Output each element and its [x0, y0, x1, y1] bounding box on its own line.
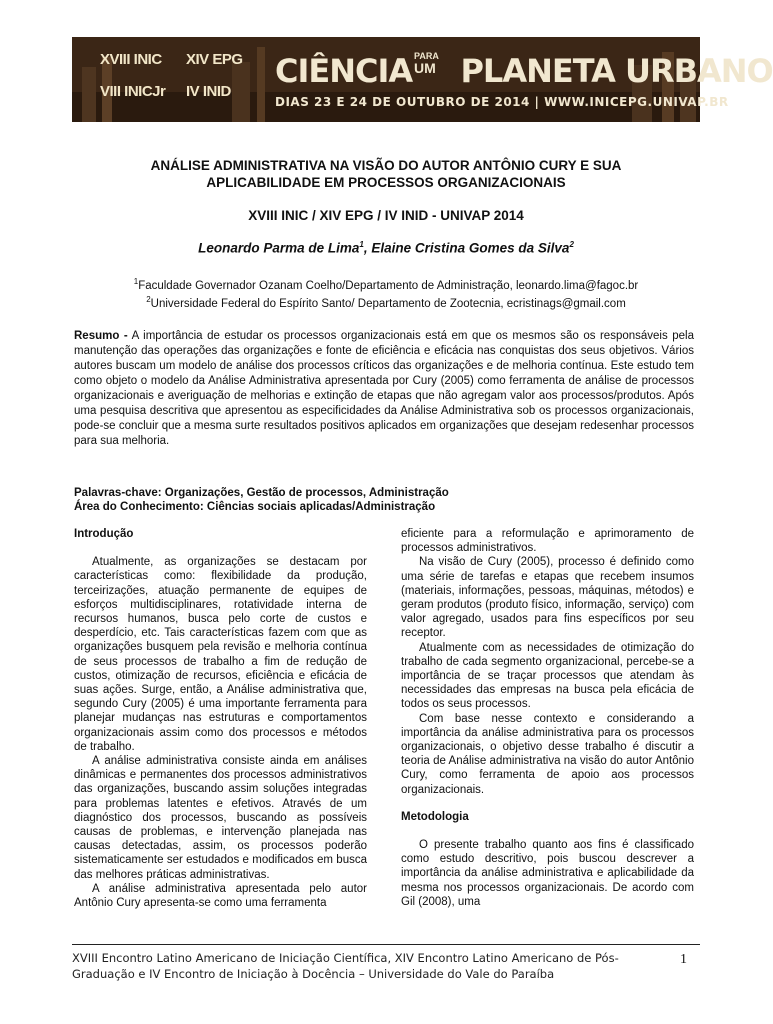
affiliation-2	[72, 293, 700, 311]
affiliation-1-text: Faculdade Governador Ozanam Coelho/Departamento de Administração, leonardo.lima@fagoc.br	[138, 279, 639, 292]
paper-title-line1: ANÁLISE ADMINISTRATIVA NA VISÃO DO AUTOR ANTÔNIO CURY E SUA	[150, 158, 622, 173]
paragraph: eficiente para a reformulação e aprimoramento de processos administrativos.	[401, 528, 694, 555]
right-column	[401, 527, 694, 909]
event-line: XVIII INIC / XIV EPG / IV INID - UNIVAP 2014	[248, 208, 524, 223]
page-number: 1	[680, 952, 687, 967]
left-column	[74, 527, 367, 910]
affiliation-1	[72, 275, 700, 293]
banner-para: PARA	[414, 51, 439, 61]
abstract-text: A importância de estudar os processos organizacionais está em que os mesmos são os responsáveis pela manutenção das operações das organizações e fonte de eficiência e eficácia nas conquistas dos seus objetivos. Vários autores buscam um modelo de análise dos processos críticos das organizações e de melhoria contínua. Este estudo tem como objeto o modelo da Análise Administrativa apresentada por Cury (2005) como ferramenta de análise de processos organizacionais e averiguação de melhorias e extinção de etapas que não agregam valor aos processos/produtos. Após uma pesquisa descritiva que apresentou as especificidades da Análise Administrativa sob os processos organizacionais, pode-se concluir que a mesma surte resultados positivos aplicados em organizações que desejam redesenhar processos para sua melhoria.	[74, 330, 694, 447]
footer-divider	[72, 944, 700, 945]
banner-title-ciencia: CIÊNCIA	[275, 52, 413, 90]
affiliation-2-text: Universidade Federal do Espírito Santo/ Departamento de Zootecnia, ecristinags@gmail.com	[150, 297, 626, 310]
banner-title	[275, 52, 773, 90]
keywords-block	[74, 486, 694, 514]
logo-inic-jr: VIII INICJr	[100, 83, 166, 100]
logo-epg: XIV EPG	[186, 51, 243, 68]
paragraph: A análise administrativa apresentada pelo autor Antônio Cury apresenta-se como uma ferramenta	[74, 882, 367, 910]
paragraph: O presente trabalho quanto aos fins é classificado como estudo descritivo, pois buscou descrever a importância da análise administrativa e aplicabilidade da mesma nos processos organizacionais. De acordo com Gil (2008), uma	[401, 839, 694, 908]
paragraph: Na visão de Cury (2005), processo é definido como uma série de tarefas e etapas que recebem insumos (materiais, informações, pessoas, máquinas, métodos) e geram produtos (produto físico, informação, serviço) com valor agregado, usados para fins específicos por seu receptor.	[401, 556, 694, 640]
paper-title	[72, 157, 700, 191]
banner-title-planeta: PLANETA URBANO	[460, 52, 773, 90]
affiliation-1-sup: 1	[133, 277, 139, 286]
paragraph: Com base nesse contexto e considerando a importância da análise administrativa para os processos organizacionais, o objetivo desse trabalho é discutir a teoria de Análise administrativa na visão do autor Antônio Cury, como ferramenta de apoio aos processos organizacionais.	[401, 712, 694, 796]
header-banner	[72, 37, 773, 122]
author-2: , Elaine Cristina Gomes da Silva	[363, 240, 570, 256]
abstract	[74, 329, 694, 449]
logo-inic: XVIII INIC	[100, 51, 162, 68]
affiliations	[72, 275, 700, 311]
paragraph: A análise administrativa consiste ainda em análises dinâmicas e permanentes dos processos administrativos das organizações, buscando assim soluções integradas para problemas latentes e efetivos. Através de um diagnóstico dos processos, buscando as possíveis causas de problemas, e intervenção planejada nas causas detectadas, assim, os processos poderão sistematicamente ser estudados e modificados em busca das melhores práticas administrativas.	[74, 755, 367, 881]
intro-heading: Introdução	[74, 528, 134, 540]
author-2-sup: 2	[569, 240, 574, 249]
method-heading: Metodologia	[401, 810, 469, 823]
banner-para-um	[414, 52, 439, 76]
paragraph: Atualmente, as organizações se destacam por características como: flexibilidade da produção, terceirizações, atuação permanente de equipes de esforços multidisciplinares, rotatividade interna de recursos humanos, busca pelo corte de custos e desperdício, etc. Tais características fazem com que as organizações busquem pela revisão e melhoria contínua de seus processos de trabalho a fim de redução de custos, otimização de recursos, eficiência e eficácia de suas ações. Surge, então, a Análise administrativa que, segundo Cury (2005) é uma importante ferramenta para planejar mudanças nas estruturas e comportamentos organizacionais assim como dos processos e métodos de trabalho.	[74, 556, 367, 753]
author-1: Leonardo Parma de Lima	[198, 240, 360, 256]
paragraph: Atualmente com as necessidades de otimização do trabalho de cada segmento organizacional, percebe-se a importância de se traçar processos que atendam às necessidades das empresas na busca pela eficácia de todos os seus processos.	[401, 641, 694, 711]
footer-line-2: Graduação e IV Encontro de Iniciação à Docência – Universidade do Vale do Paraíba	[72, 967, 555, 981]
logo-inid: IV INID	[186, 83, 231, 100]
paper-title-line2: APLICABILIDADE EM PROCESSOS ORGANIZACIONAIS	[206, 175, 566, 190]
banner-date: DIAS 23 E 24 DE OUTUBRO DE 2014 | WWW.INICEPG.UNIVAP.BR	[275, 95, 729, 109]
event-logos	[100, 51, 250, 113]
affiliation-2-sup: 2	[146, 294, 151, 304]
keywords: Palavras-chave: Organizações, Gestão de processos, Administração	[74, 487, 449, 499]
footer	[72, 950, 652, 982]
footer-line-1: XVIII Encontro Latino Americano de Iniciação Científica, XIV Encontro Latino Americano de Pós-	[72, 951, 619, 965]
authors	[72, 240, 700, 256]
author-1-sup: 1	[359, 240, 364, 249]
knowledge-area: Área do Conhecimento: Ciências sociais aplicadas/Administração	[74, 501, 436, 513]
banner-um: UM	[414, 60, 436, 76]
abstract-label: Resumo -	[74, 330, 128, 342]
